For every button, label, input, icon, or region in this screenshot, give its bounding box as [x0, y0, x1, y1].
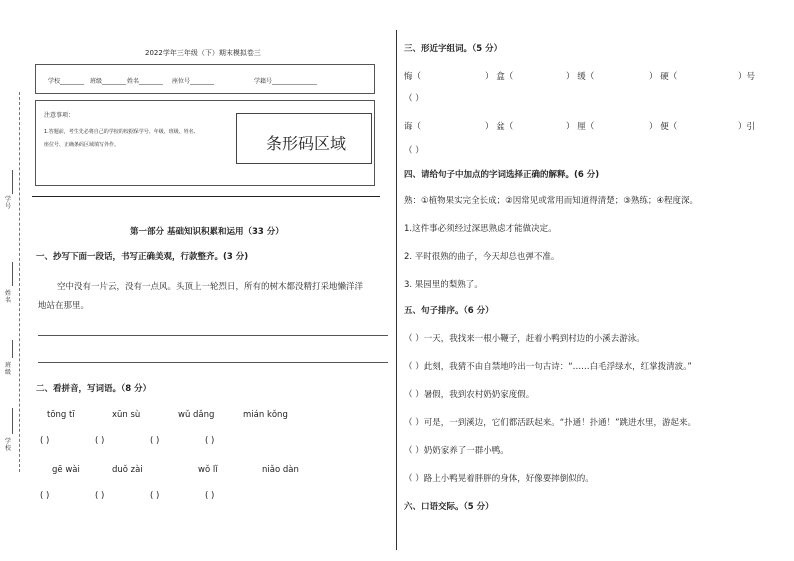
exam-title: 2022学年三年级（下）期末模拟卷三 — [145, 49, 261, 57]
q1-title: 一、抄写下面一段话，书写正确美观，行款整齐。(3 分) — [36, 252, 249, 262]
binding-line — [19, 92, 20, 472]
margin-blank — [12, 340, 13, 358]
notice-line-1: 1.答题前，考生先必将自己的学校的校据保学号、年级、班级、姓名、 — [44, 129, 199, 135]
name-field[interactable]: 姓名________ — [127, 78, 164, 85]
section-separator — [32, 196, 380, 197]
answer-bracket[interactable]: ( ) — [95, 491, 105, 501]
q3-row1-item: ）号 — [738, 72, 756, 82]
q4-title: 四、请给句子中加点的字词选择正确的解释。(6 分) — [404, 170, 600, 180]
q3-row2-item: ） 厘（ — [566, 122, 595, 132]
pinyin: wǔ dǎng — [178, 410, 215, 420]
q3-row1-tail[interactable]: （ ） — [404, 94, 424, 104]
q3-row2-item: ） 盆（ — [485, 122, 514, 132]
q3-row2-item: ） 便（ — [649, 122, 678, 132]
q3-row2-item: ）引 — [738, 122, 756, 132]
pinyin: niǎo dàn — [262, 465, 299, 475]
pinyin: wǒ lǐ — [198, 465, 218, 475]
q5-item[interactable]: （ ）此刻，我猜不由自禁地吟出一句古诗：“……白毛浮绿水，红掌拨清波。” — [404, 362, 692, 372]
margin-label-student-id: 学号 — [4, 196, 11, 210]
q4-sentence-2: 2. 平时很熟的曲子，今天却总也弹不准。 — [404, 252, 560, 262]
q3-row1-item: ） 硬（ — [649, 72, 678, 82]
pinyin: duǒ zài — [112, 465, 143, 475]
student-id-field[interactable]: 学籍号_______________ — [254, 78, 318, 85]
q3-row2-item: 诲（ — [404, 122, 422, 132]
q5-item[interactable]: （ ）一天，我找来一根小鞭子，赶着小鸭到村边的小溪去游泳。 — [404, 334, 645, 344]
pinyin: mián kǒng — [243, 410, 288, 420]
pinyin: tōng tī — [47, 410, 75, 420]
answer-bracket[interactable]: ( ) — [95, 436, 105, 446]
answer-bracket[interactable]: ( ) — [150, 436, 160, 446]
q5-item[interactable]: （ ）可是，一到溪边，它们都活跃起来。“扑通！扑通！”跳进水里，游起来。 — [404, 418, 697, 428]
class-field[interactable]: 班级________ — [90, 78, 127, 85]
margin-label-school: 学校 — [4, 438, 11, 452]
margin-label-name: 姓名 — [4, 290, 11, 304]
q4-sentence-3: 3. 果园里的梨熟了。 — [404, 280, 483, 290]
page-divider — [396, 30, 397, 550]
notice-line-2: 座位号、正确条码区域填写外作。 — [44, 142, 120, 148]
part1-heading: 第一部分 基础知识积累和运用（33 分） — [130, 227, 284, 237]
q3-title: 三、形近字组词。（5 分） — [404, 44, 503, 54]
pinyin: xūn sù — [112, 410, 141, 420]
q2-title: 二、看拼音，写词语。（8 分） — [36, 384, 152, 394]
barcode-label: 条形码区域 — [266, 134, 347, 153]
q1-passage-line-1: 空中没有一片云，没有一点风。头顶上一轮烈日，所有的树木都没精打采地懒洋洋 — [57, 282, 364, 292]
answer-bracket[interactable]: ( ) — [40, 491, 50, 501]
answer-bracket[interactable]: ( ) — [205, 491, 215, 501]
margin-blank — [12, 408, 13, 434]
answer-bracket[interactable]: ( ) — [150, 491, 160, 501]
q5-title: 五、句子排序。（6 分） — [404, 306, 494, 316]
margin-label-class: 班级 — [4, 362, 11, 376]
q1-passage-line-2: 地站在那里。 — [38, 301, 90, 311]
q4-sentence-1: 1.这件事必须经过深思熟虑才能做决定。 — [404, 224, 557, 234]
writing-line[interactable] — [38, 362, 388, 363]
q3-row1-item: 悔（ — [404, 72, 422, 82]
q5-item[interactable]: （ ）奶奶家养了一群小鸭。 — [404, 446, 509, 456]
q3-row2-tail[interactable]: （ ） — [404, 146, 424, 156]
writing-line[interactable] — [38, 335, 388, 336]
q5-item[interactable]: （ ）暑假，我到农村奶奶家度假。 — [404, 390, 535, 400]
q5-item[interactable]: （ ）路上小鸭晃着胖胖的身体，好像要摔倒似的。 — [404, 474, 594, 484]
q3-row1-item: ） 缓（ — [566, 72, 595, 82]
q3-row1-item: ） 盒（ — [485, 72, 514, 82]
answer-bracket[interactable]: ( ) — [205, 436, 215, 446]
seat-field[interactable]: 座位号________ — [172, 78, 215, 85]
q6-title: 六、口语交际。（5 分） — [404, 502, 494, 512]
notice-heading: 注意事项： — [44, 112, 75, 119]
margin-blank — [12, 170, 13, 194]
answer-bracket[interactable]: ( ) — [40, 436, 50, 446]
q4-options: 熟：①植物果实完全长成；②因常见或常用而知道得清楚；③熟练；④程度深。 — [404, 196, 698, 206]
school-field[interactable]: 学校________ — [48, 78, 85, 85]
pinyin: gē wài — [52, 465, 80, 475]
margin-blank — [12, 262, 13, 286]
